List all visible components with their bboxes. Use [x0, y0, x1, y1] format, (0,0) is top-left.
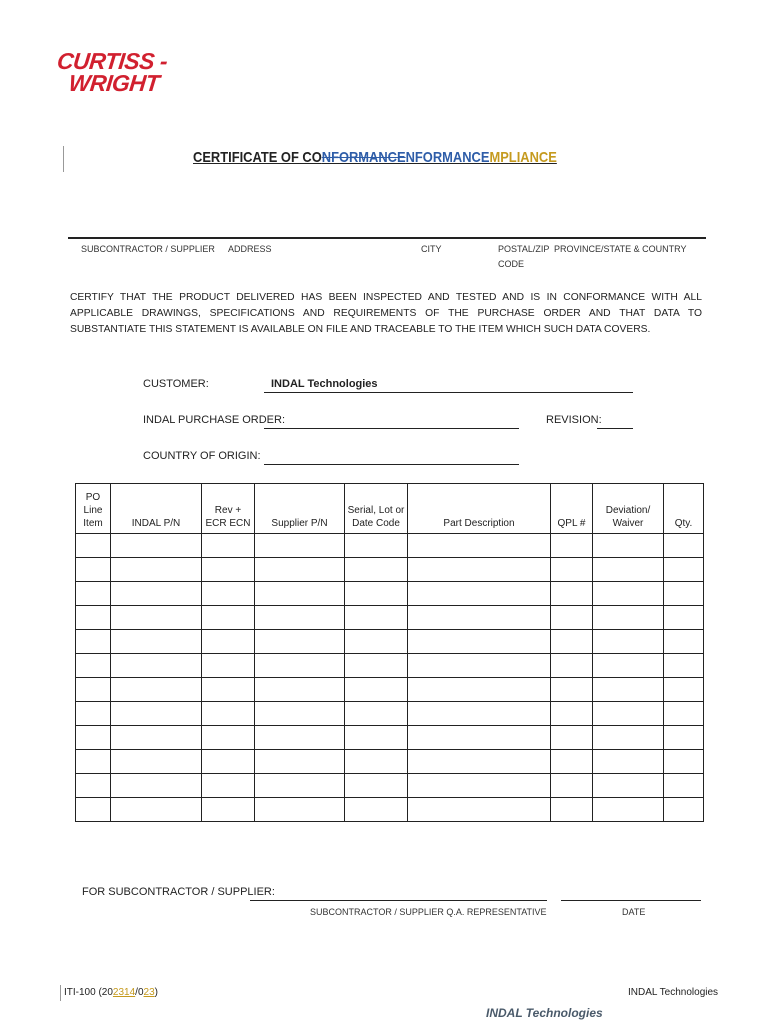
column-header-line: Waiver [612, 518, 644, 529]
postal-caption-1: POSTAL/ZIP [498, 244, 550, 254]
table-cell[interactable] [111, 654, 202, 678]
code-sep: /0 [135, 987, 144, 998]
table-cell[interactable] [551, 798, 593, 822]
table-cell[interactable] [76, 678, 111, 702]
column-header [255, 484, 345, 534]
table-cell[interactable] [551, 558, 593, 582]
table-cell[interactable] [408, 606, 551, 630]
table-cell[interactable] [345, 630, 408, 654]
table-cell[interactable] [593, 630, 664, 654]
table-cell[interactable] [202, 750, 255, 774]
table-row [76, 558, 704, 582]
table-cell[interactable] [255, 534, 345, 558]
table-cell[interactable] [345, 726, 408, 750]
table-cell[interactable] [408, 558, 551, 582]
table-cell[interactable] [76, 750, 111, 774]
rep-caption: SUBCONTRACTOR / SUPPLIER Q.A. REPRESENTATIVE [310, 907, 547, 917]
title-tail-text: MPLIANCE [489, 149, 557, 166]
table-cell[interactable] [664, 726, 704, 750]
table-row [76, 534, 704, 558]
table-cell[interactable] [345, 702, 408, 726]
table-cell[interactable] [408, 534, 551, 558]
table-cell[interactable] [202, 702, 255, 726]
logo-line-2: WRIGHT [67, 70, 161, 96]
table-row [76, 798, 704, 822]
table-cell[interactable] [202, 726, 255, 750]
footer-brand: INDAL Technologies [486, 1006, 603, 1020]
table-cell[interactable] [408, 798, 551, 822]
table-cell[interactable] [551, 606, 593, 630]
table-row [76, 678, 704, 702]
postal-caption-2: CODE [498, 259, 525, 269]
table-cell[interactable] [593, 558, 664, 582]
customer-value[interactable]: INDAL Technologies [271, 378, 378, 390]
column-header-line: Supplier P/N [271, 518, 328, 529]
table-cell[interactable] [76, 798, 111, 822]
origin-field[interactable] [264, 464, 519, 465]
title-struck-text: NFORMANCE [321, 149, 406, 166]
table-cell[interactable] [408, 702, 551, 726]
code-suffix: ) [154, 987, 158, 998]
rep-signature-line[interactable] [250, 900, 547, 901]
table-cell[interactable] [345, 678, 408, 702]
table-cell[interactable] [255, 798, 345, 822]
column-header [345, 484, 408, 534]
city-caption: CITY [421, 244, 442, 254]
supplier-line [68, 237, 706, 239]
curtiss-wright-logo [54, 50, 169, 94]
table-cell[interactable] [345, 582, 408, 606]
table-cell[interactable] [111, 678, 202, 702]
certify-statement: CERTIFY THAT THE PRODUCT DELIVERED HAS BEEN INSPECTED AND TESTED AND IS IN CONFORMANCE WITH ALL APPLICABLE DRAWINGS, SPECIFICATIONS AND REQUIREMENTS OF THE PURCHASE ORDER AND THAT DATA TO SUBSTANTIATE THIS STATEMENT IS AVAILABLE ON FILE AND TRACEABLE TO THE ITEM WHICH SUCH DATA COVERS. [70, 292, 702, 335]
column-header-line: PO [85, 492, 101, 503]
column-header [593, 484, 664, 534]
table-cell[interactable] [76, 774, 111, 798]
table-cell[interactable] [76, 582, 111, 606]
form-code [64, 987, 158, 998]
table-cell[interactable] [202, 774, 255, 798]
table-cell[interactable] [551, 750, 593, 774]
table-cell[interactable] [202, 534, 255, 558]
table-cell[interactable] [408, 654, 551, 678]
table-cell[interactable] [664, 750, 704, 774]
table-cell[interactable] [111, 726, 202, 750]
column-header-line: INDAL P/N [131, 518, 181, 529]
table-cell[interactable] [593, 678, 664, 702]
table-cell[interactable] [664, 798, 704, 822]
table-cell[interactable] [408, 582, 551, 606]
column-header [111, 484, 202, 534]
table-cell[interactable] [255, 702, 345, 726]
table-cell[interactable] [202, 654, 255, 678]
column-header [664, 484, 704, 534]
column-header-line: Serial, Lot or [347, 505, 405, 516]
table-cell[interactable] [593, 654, 664, 678]
revision-label: REVISION: [546, 414, 602, 426]
table-cell[interactable] [345, 750, 408, 774]
logo-line-1: CURTISS - [55, 48, 169, 74]
code-month: 23 [143, 987, 155, 998]
table-cell[interactable] [345, 774, 408, 798]
table-cell[interactable] [551, 678, 593, 702]
table-cell[interactable] [111, 582, 202, 606]
table-cell[interactable] [111, 750, 202, 774]
table-cell[interactable] [255, 726, 345, 750]
date-caption: DATE [622, 907, 646, 917]
table-cell[interactable] [255, 678, 345, 702]
column-header-line: Line [83, 505, 103, 516]
table-cell[interactable] [664, 582, 704, 606]
table-row [76, 774, 704, 798]
column-header-line: Date Code [352, 518, 400, 529]
column-header [551, 484, 593, 534]
column-header [202, 484, 255, 534]
table-cell[interactable] [76, 726, 111, 750]
table-cell[interactable] [664, 630, 704, 654]
table-cell[interactable] [593, 774, 664, 798]
po-label: INDAL PURCHASE ORDER: [143, 414, 286, 426]
table-cell[interactable] [255, 558, 345, 582]
customer-line [264, 392, 633, 393]
title-inserted-text: NFORMANCE [405, 149, 490, 166]
table-cell[interactable] [255, 774, 345, 798]
footer-company: INDAL Technologies [628, 987, 719, 998]
table-cell[interactable] [345, 654, 408, 678]
column-header-line: QPL # [557, 518, 586, 529]
table-cell[interactable] [551, 654, 593, 678]
table-cell[interactable] [593, 534, 664, 558]
table-row [76, 630, 704, 654]
column-header-line: Item [83, 518, 103, 529]
table-cell[interactable] [345, 534, 408, 558]
table-cell[interactable] [76, 702, 111, 726]
table-row [76, 750, 704, 774]
table-cell[interactable] [111, 606, 202, 630]
column-header-line: Part Description [443, 518, 515, 529]
table-cell[interactable] [593, 726, 664, 750]
table-cell[interactable] [664, 534, 704, 558]
table-cell[interactable] [111, 534, 202, 558]
table-cell[interactable] [408, 750, 551, 774]
table-cell[interactable] [202, 798, 255, 822]
table-cell[interactable] [76, 654, 111, 678]
table-cell[interactable] [408, 774, 551, 798]
table-cell[interactable] [202, 558, 255, 582]
table-cell[interactable] [664, 654, 704, 678]
table-cell[interactable] [551, 582, 593, 606]
signature-label: FOR SUBCONTRACTOR / SUPPLIER: [82, 886, 275, 898]
column-header-line: Deviation/ [605, 505, 651, 516]
customer-label: CUSTOMER: [143, 378, 209, 390]
parts-table [75, 483, 704, 822]
footer-change-bar [60, 985, 61, 1001]
province-caption: PROVINCE/STATE & COUNTRY [554, 244, 687, 254]
code-prefix: ITI-100 (20 [64, 987, 113, 998]
table-row [76, 702, 704, 726]
table-cell[interactable] [664, 606, 704, 630]
table-cell[interactable] [111, 702, 202, 726]
supplier-caption: SUBCONTRACTOR / SUPPLIER [81, 244, 215, 254]
table-cell[interactable] [202, 606, 255, 630]
table-cell[interactable] [408, 630, 551, 654]
column-header [76, 484, 111, 534]
table-cell[interactable] [255, 750, 345, 774]
date-line[interactable] [561, 900, 701, 901]
code-year: 2314 [112, 987, 136, 998]
margin-change-bar [63, 146, 64, 172]
table-row [76, 582, 704, 606]
table-cell[interactable] [664, 774, 704, 798]
table-cell[interactable] [551, 534, 593, 558]
table-cell[interactable] [76, 630, 111, 654]
origin-label: COUNTRY OF ORIGIN: [143, 450, 261, 462]
table-cell[interactable] [664, 558, 704, 582]
table-cell[interactable] [255, 606, 345, 630]
table-cell[interactable] [111, 558, 202, 582]
column-header [408, 484, 551, 534]
table-cell[interactable] [593, 750, 664, 774]
table-cell[interactable] [76, 606, 111, 630]
table-cell[interactable] [551, 630, 593, 654]
table-cell[interactable] [202, 582, 255, 606]
po-field[interactable] [264, 428, 519, 429]
table-cell[interactable] [593, 702, 664, 726]
column-header-line: ECR ECN [205, 518, 251, 529]
table-cell[interactable] [593, 582, 664, 606]
table-cell[interactable] [202, 678, 255, 702]
revision-field[interactable] [597, 428, 633, 429]
table-row [76, 654, 704, 678]
table-row [76, 726, 704, 750]
table-cell[interactable] [255, 654, 345, 678]
table-cell[interactable] [76, 534, 111, 558]
table-cell[interactable] [551, 774, 593, 798]
address-caption: ADDRESS [228, 244, 272, 254]
table-cell[interactable] [345, 558, 408, 582]
column-header-line: Rev + [214, 505, 242, 516]
table-cell[interactable] [408, 726, 551, 750]
table-cell[interactable] [255, 582, 345, 606]
table-cell[interactable] [111, 630, 202, 654]
table-cell[interactable] [255, 630, 345, 654]
table-cell[interactable] [408, 678, 551, 702]
table-cell[interactable] [664, 678, 704, 702]
table-cell[interactable] [593, 606, 664, 630]
table-cell[interactable] [345, 798, 408, 822]
document-title [193, 149, 557, 166]
table-cell[interactable] [593, 798, 664, 822]
table-cell[interactable] [111, 798, 202, 822]
table-cell[interactable] [111, 774, 202, 798]
table-row [76, 606, 704, 630]
title-prefix: CERTIFICATE OF CO [193, 149, 322, 166]
column-header-line: Qty. [674, 518, 693, 529]
table-cell[interactable] [551, 726, 593, 750]
table-cell[interactable] [202, 630, 255, 654]
table-cell[interactable] [76, 558, 111, 582]
table-header-row [76, 484, 704, 534]
table-cell[interactable] [551, 702, 593, 726]
table-cell[interactable] [664, 702, 704, 726]
table-cell[interactable] [345, 606, 408, 630]
